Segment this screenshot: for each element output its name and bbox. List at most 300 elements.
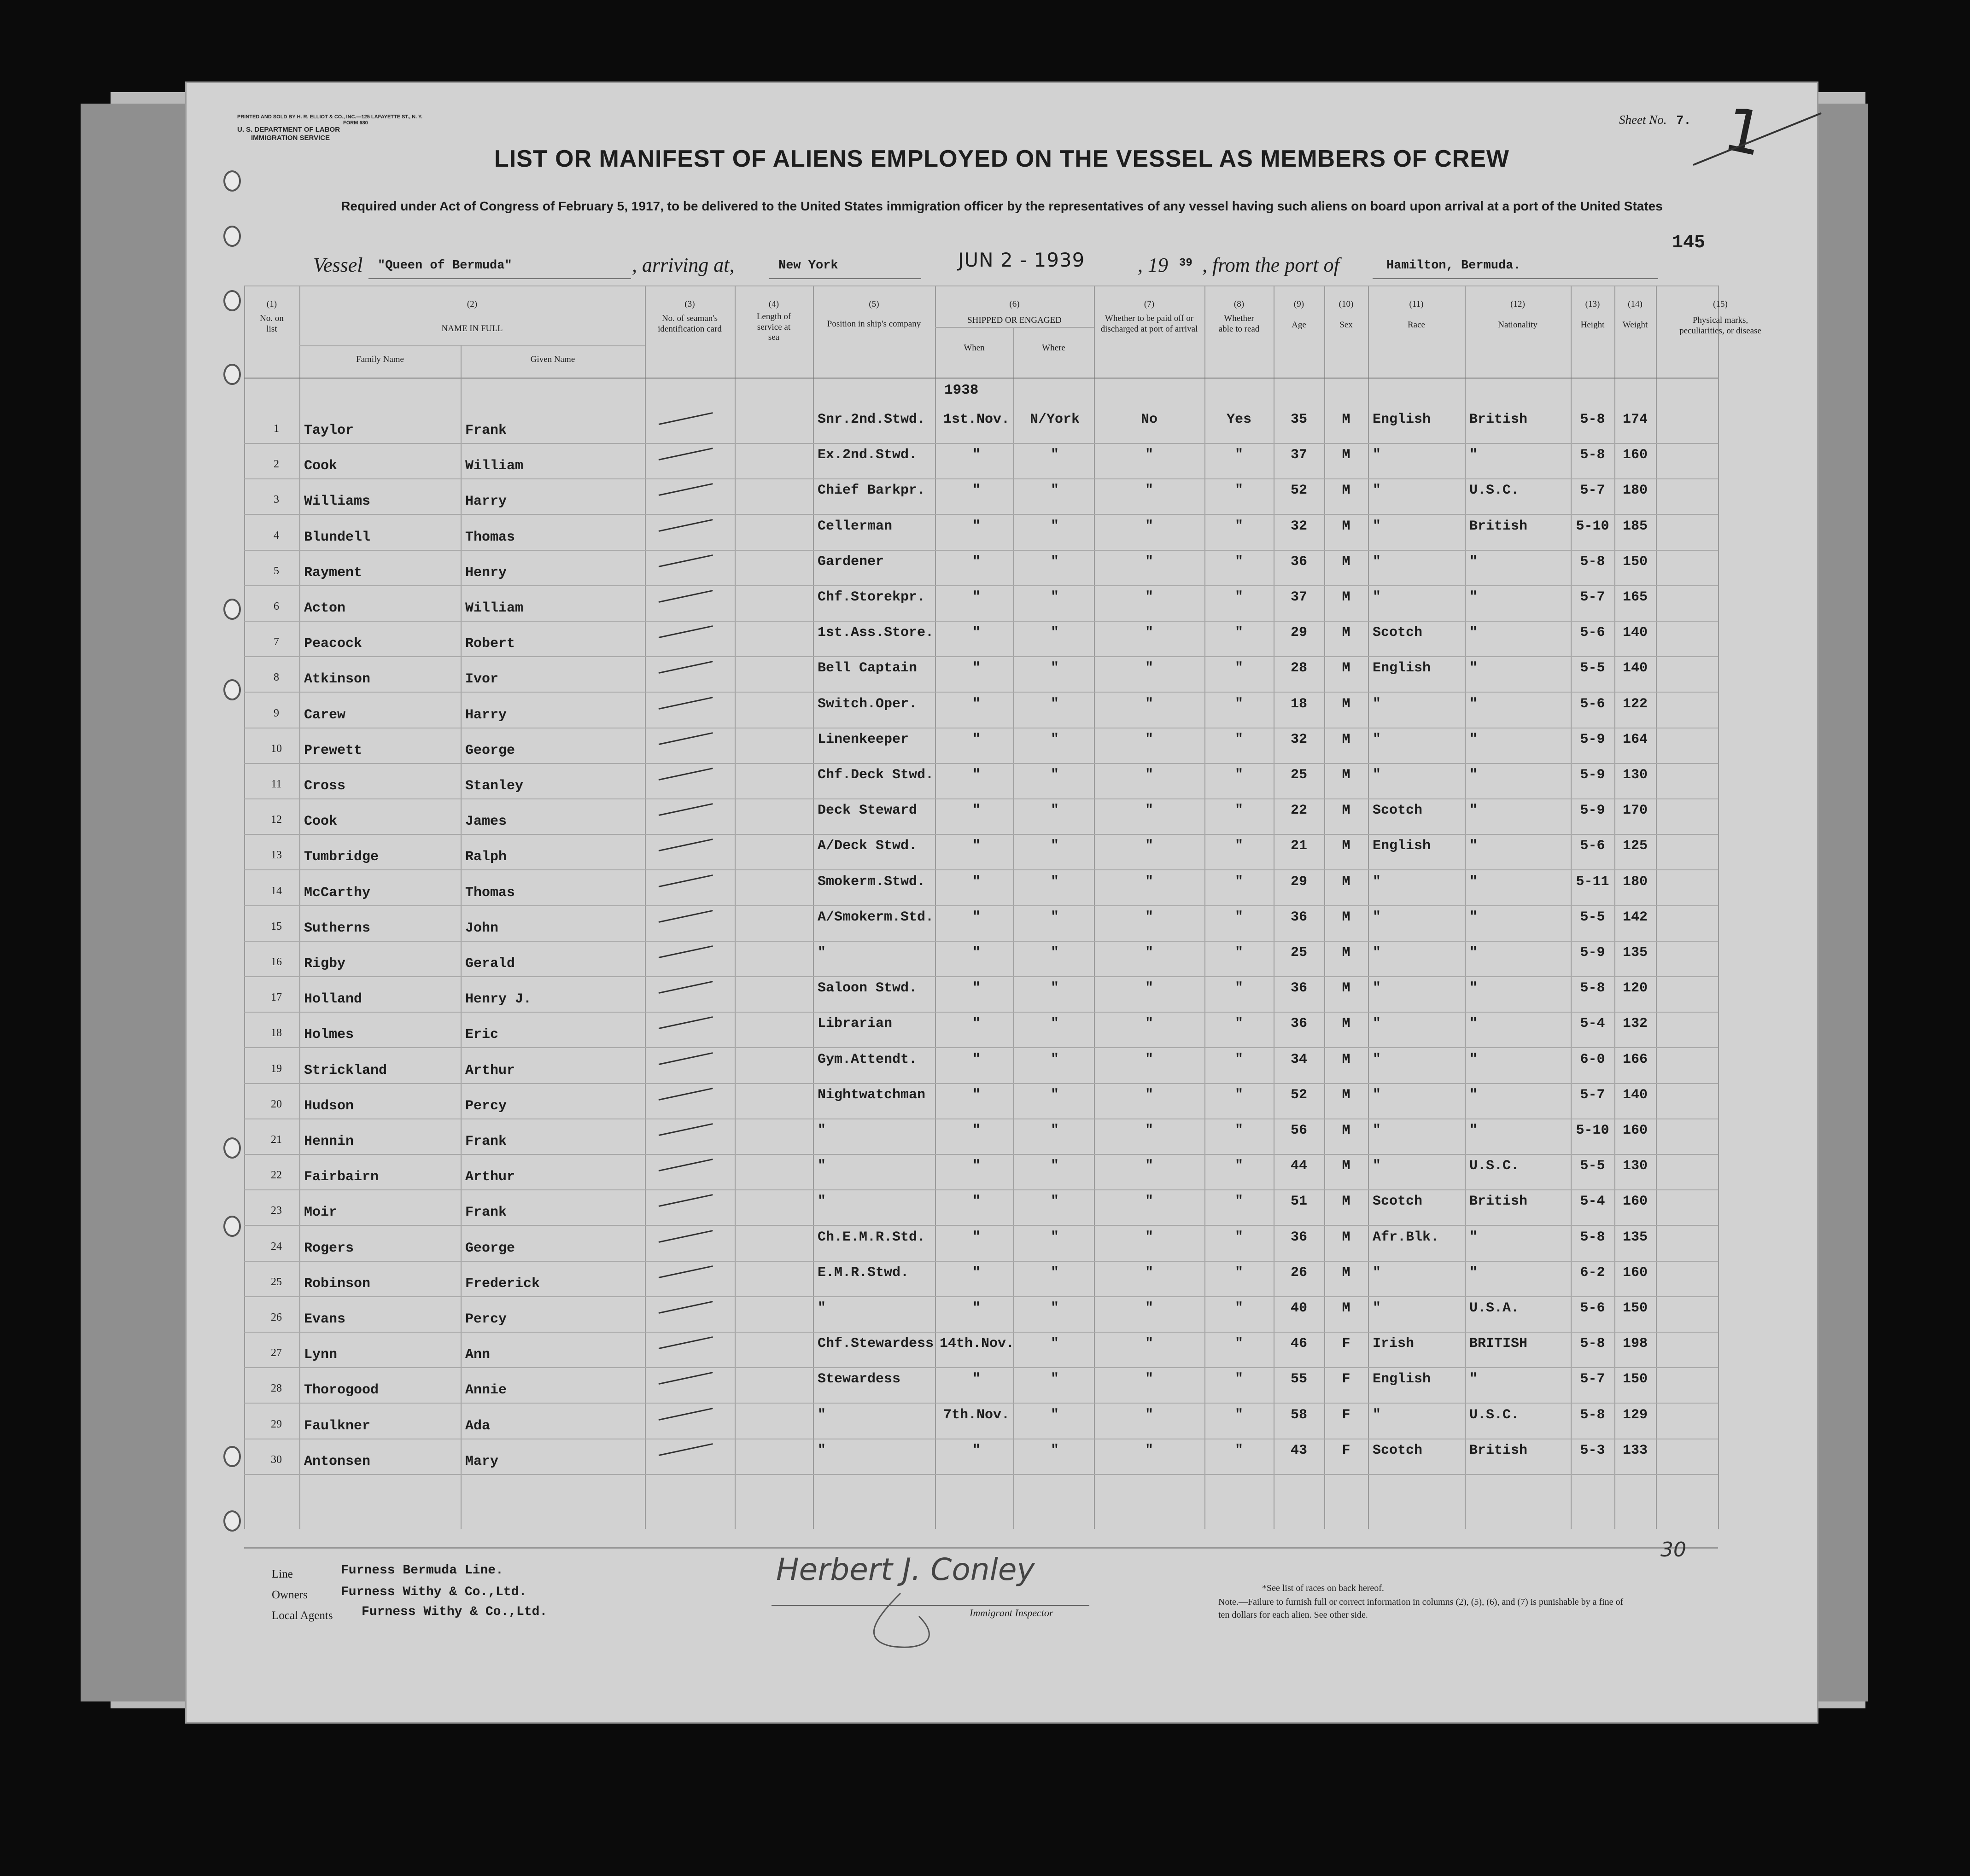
cell-height: 5-8 <box>1580 447 1605 463</box>
cell-nationality: " <box>1469 909 1478 925</box>
cell-when: " <box>972 1371 981 1387</box>
cell-read: " <box>1234 483 1243 499</box>
cell-family: Robinson <box>304 1276 371 1292</box>
sheet-no-value: 7. <box>1676 114 1691 128</box>
table-row <box>244 1334 1718 1369</box>
vessel-underline <box>368 278 631 279</box>
cell-age: 36 <box>1290 1229 1307 1245</box>
cell-no: 2 <box>274 458 279 471</box>
cell-read: " <box>1234 625 1243 641</box>
cell-race: " <box>1373 447 1381 463</box>
cell-read: " <box>1234 1264 1243 1281</box>
row-line <box>244 514 1718 515</box>
footer-owners-label: Owners <box>272 1589 308 1601</box>
cell-age: 35 <box>1290 412 1307 427</box>
cell-position: Chf.Deck Stwd. <box>818 767 934 783</box>
cell-race: English <box>1373 1371 1431 1387</box>
cell-sex: M <box>1342 660 1350 676</box>
cell-family: Acton <box>304 600 346 616</box>
cell-when: " <box>972 1123 981 1138</box>
cell-sex: M <box>1342 1229 1350 1245</box>
cell-race: " <box>1373 767 1381 783</box>
cell-read: " <box>1234 1194 1243 1210</box>
col9-label: Age <box>1292 320 1306 330</box>
cell-age: 32 <box>1290 731 1307 747</box>
col10-num: (10) <box>1339 299 1354 309</box>
cell-position: Deck Steward <box>818 803 918 819</box>
cell-height: 5-7 <box>1580 1371 1605 1387</box>
cell-race: " <box>1373 696 1381 712</box>
footer-note: Note.—Failure to furnish full or correct information in columns (2), (5), (6), and (7) is punishable by a fine of ten dollars for each alien. See other side. <box>1218 1597 1624 1620</box>
cell-where: " <box>1050 1264 1059 1281</box>
check-tick <box>659 1088 713 1101</box>
cell-weight: 122 <box>1622 696 1648 712</box>
col1-num: (1) <box>266 299 277 309</box>
cell-sex: M <box>1342 803 1350 819</box>
col-line <box>1718 285 1719 1529</box>
cell-when: 1st.Nov. <box>943 412 1010 427</box>
check-tick <box>659 910 713 923</box>
cell-given: Percy <box>465 1311 507 1327</box>
col6-header <box>935 299 1094 326</box>
cell-weight: 142 <box>1622 909 1648 925</box>
col9-header <box>1276 299 1322 331</box>
cell-age: 36 <box>1290 553 1307 570</box>
cell-no: 6 <box>274 600 279 612</box>
cell-weight: 164 <box>1622 731 1648 747</box>
row-line <box>244 1047 1718 1048</box>
cell-when: " <box>972 553 981 570</box>
cell-age: 44 <box>1290 1158 1307 1174</box>
col15-label: Physical marks, peculiarities, or disease <box>1679 315 1761 336</box>
cell-when: 7th.Nov. <box>943 1407 1010 1423</box>
row-line <box>244 834 1718 835</box>
cell-sex: M <box>1342 767 1350 783</box>
cell-race: English <box>1373 412 1431 427</box>
cell-nationality: " <box>1469 1123 1478 1138</box>
check-tick <box>659 1336 713 1349</box>
cell-paid: No <box>1140 412 1157 427</box>
cell-read: " <box>1234 589 1243 605</box>
col7-label: Whether to be paid off or discharged at port of arrival <box>1100 313 1198 334</box>
col11-label: Race <box>1408 320 1425 330</box>
cell-height: 5-8 <box>1580 1407 1605 1423</box>
cell-height: 5-6 <box>1580 1300 1605 1316</box>
punch-hole <box>223 226 241 247</box>
cell-given: George <box>465 1240 515 1256</box>
cell-height: 5-7 <box>1580 589 1605 605</box>
cell-family: Atkinson <box>304 671 371 687</box>
cell-read: " <box>1234 553 1243 570</box>
cell-read: " <box>1234 1407 1243 1423</box>
check-tick <box>659 625 713 638</box>
cell-position: " <box>818 1158 826 1174</box>
cell-where: " <box>1050 874 1059 890</box>
cell-height: 5-8 <box>1580 1336 1605 1352</box>
table-row <box>244 908 1718 943</box>
cell-sex: F <box>1342 1336 1350 1352</box>
cell-read: " <box>1234 945 1243 961</box>
col5-num: (5) <box>869 299 879 309</box>
cell-age: 34 <box>1290 1051 1307 1067</box>
cell-race: " <box>1373 1016 1381 1032</box>
col14-label: Weight <box>1622 320 1648 330</box>
cell-weight: 180 <box>1622 483 1648 499</box>
cell-position: A/Deck Stwd. <box>818 838 918 854</box>
inspector-label: Immigrant Inspector <box>970 1607 1053 1619</box>
cell-when: " <box>972 1051 981 1067</box>
cell-read: " <box>1234 1123 1243 1138</box>
footer-line-value: Furness Bermuda Line. <box>341 1563 503 1578</box>
cell-nationality: " <box>1469 696 1478 712</box>
punch-hole <box>223 1137 241 1159</box>
table-row <box>244 979 1718 1014</box>
cell-when: " <box>972 1300 981 1316</box>
cell-weight: 170 <box>1622 803 1648 819</box>
check-tick <box>659 483 713 496</box>
col10-label: Sex <box>1339 320 1353 330</box>
cell-read: " <box>1234 803 1243 819</box>
cell-no: 12 <box>271 814 282 826</box>
cell-when: " <box>972 660 981 676</box>
col4-label: Length of service at sea <box>756 311 791 343</box>
col8-num: (8) <box>1233 299 1245 309</box>
cell-height: 5-3 <box>1580 1442 1605 1458</box>
cell-nationality: " <box>1469 1264 1478 1281</box>
cell-no: 14 <box>271 885 282 897</box>
cell-race: " <box>1373 874 1381 890</box>
cell-given: Frank <box>465 1134 507 1149</box>
table-row <box>244 658 1718 693</box>
col1-label: No. on list <box>260 313 284 334</box>
cell-given: William <box>465 458 524 474</box>
cell-sex: F <box>1342 1442 1350 1458</box>
cell-nationality: " <box>1469 1229 1478 1245</box>
cell-height: 5-4 <box>1580 1194 1605 1210</box>
cell-no: 3 <box>274 494 279 506</box>
cell-read: " <box>1234 1051 1243 1067</box>
cell-paid: " <box>1145 696 1153 712</box>
from-underline <box>1373 278 1658 279</box>
punch-hole <box>223 1216 241 1237</box>
row-line <box>244 1154 1718 1155</box>
table-row <box>244 1228 1718 1263</box>
col6-num: (6) <box>1009 299 1020 309</box>
cell-family: Taylor <box>304 423 354 438</box>
cell-sex: M <box>1342 1158 1350 1174</box>
cell-where: " <box>1050 1087 1059 1103</box>
cell-read: " <box>1234 1158 1243 1174</box>
cell-race: " <box>1373 731 1381 747</box>
col5-label: Position in ship's company <box>827 319 921 329</box>
cell-where: " <box>1050 589 1059 605</box>
cell-position: Stewardess <box>818 1371 901 1387</box>
cell-position: A/Smokerm.Std. <box>818 909 934 925</box>
header-bottom-line <box>244 378 1718 379</box>
races-note: *See list of races on back hereof. <box>1262 1583 1384 1593</box>
cell-family: Rigby <box>304 956 346 972</box>
row-line <box>244 550 1718 551</box>
cell-race: Scotch <box>1373 1194 1423 1210</box>
cell-family: Thorogood <box>304 1382 379 1398</box>
cell-nationality: " <box>1469 1051 1478 1067</box>
cell-family: Cross <box>304 778 346 794</box>
cell-race: Afr.Blk. <box>1373 1229 1439 1245</box>
cell-no: 26 <box>271 1311 282 1323</box>
printer-imprint <box>237 114 422 142</box>
cell-sex: M <box>1342 980 1350 996</box>
cell-read: " <box>1234 1300 1243 1316</box>
vessel-value: "Queen of Bermuda" <box>378 259 512 273</box>
cell-read: Yes <box>1226 412 1251 427</box>
footer-agents-label: Local Agents <box>272 1609 333 1622</box>
cell-weight: 130 <box>1622 1158 1648 1174</box>
cell-position: " <box>818 1442 826 1458</box>
cell-where: " <box>1050 945 1059 961</box>
cell-height: 5-9 <box>1580 803 1605 819</box>
cell-no: 1 <box>274 423 279 435</box>
cell-given: Henry J. <box>465 991 532 1008</box>
cell-race: " <box>1373 1264 1381 1281</box>
cell-where: " <box>1050 1407 1059 1423</box>
cell-read: " <box>1234 731 1243 747</box>
cell-height: 5-7 <box>1580 483 1605 499</box>
cell-no: 27 <box>271 1347 282 1359</box>
cell-where: " <box>1050 625 1059 641</box>
cell-family: Hudson <box>304 1098 354 1114</box>
cell-age: 21 <box>1290 838 1307 854</box>
punch-hole <box>223 679 241 700</box>
cell-family: Tumbridge <box>304 849 379 865</box>
cell-read: " <box>1234 518 1243 534</box>
cell-no: 13 <box>271 849 282 862</box>
cell-read: " <box>1234 660 1243 676</box>
cell-family: Rayment <box>304 565 362 581</box>
check-tick <box>659 945 713 958</box>
cell-given: Arthur <box>465 1169 515 1185</box>
cell-position: " <box>818 1300 826 1316</box>
cell-age: 51 <box>1290 1194 1307 1210</box>
check-tick <box>659 803 713 816</box>
cell-weight: 120 <box>1622 980 1648 996</box>
cell-height: 5-4 <box>1580 1016 1605 1032</box>
cell-weight: 160 <box>1622 1264 1648 1281</box>
col8-label: Whether able to read <box>1218 313 1260 334</box>
cell-weight: 198 <box>1622 1336 1648 1352</box>
total-mark: 30 <box>1660 1538 1686 1561</box>
col12-label: Nationality <box>1498 320 1537 330</box>
check-tick <box>659 590 713 603</box>
col15-num: (15) <box>1713 299 1728 309</box>
cell-height: 5-11 <box>1576 874 1609 890</box>
cell-sex: M <box>1342 731 1350 747</box>
cell-when: " <box>972 803 981 819</box>
vessel-line <box>313 249 1723 285</box>
check-tick <box>659 1301 713 1314</box>
cell-position: Ex.2nd.Stwd. <box>818 447 918 463</box>
cell-position: Cellerman <box>818 518 893 534</box>
cell-age: 25 <box>1290 767 1307 783</box>
cell-family: Peacock <box>304 636 362 652</box>
cell-given: William <box>465 600 524 616</box>
cell-age: 43 <box>1290 1442 1307 1458</box>
cell-sex: M <box>1342 696 1350 712</box>
cell-nationality: U.S.C. <box>1469 483 1520 499</box>
cell-when: " <box>972 447 981 463</box>
cell-race: English <box>1373 838 1431 854</box>
cell-family: Cook <box>304 814 338 830</box>
check-tick <box>659 554 713 567</box>
cell-sex: M <box>1342 1300 1350 1316</box>
row-line <box>244 1474 1718 1475</box>
col13-label: Height <box>1580 320 1605 330</box>
row-line <box>244 692 1718 693</box>
cell-paid: " <box>1145 1051 1153 1067</box>
cell-race: " <box>1373 909 1381 925</box>
cell-when: " <box>972 767 981 783</box>
row-line <box>244 585 1718 586</box>
arriving-underline <box>769 278 921 279</box>
cell-read: " <box>1234 980 1243 996</box>
col8-header <box>1207 299 1271 334</box>
col7-header <box>1096 299 1202 334</box>
cell-position: Snr.2nd.Stwd. <box>818 412 926 427</box>
cell-when: " <box>972 483 981 499</box>
cell-given: Thomas <box>465 529 515 545</box>
table-row <box>244 1014 1718 1049</box>
cell-sex: M <box>1342 589 1350 605</box>
cell-where: " <box>1050 1442 1059 1458</box>
cell-position: " <box>818 1407 826 1423</box>
cell-paid: " <box>1145 1264 1153 1281</box>
cell-height: 6-0 <box>1580 1051 1605 1067</box>
row-line <box>244 443 1718 444</box>
cell-given: Ann <box>465 1347 491 1363</box>
cell-no: 20 <box>271 1098 282 1110</box>
cell-position: Librarian <box>818 1016 893 1032</box>
row-line <box>244 869 1718 870</box>
col3-header <box>647 299 732 334</box>
cell-paid: " <box>1145 945 1153 961</box>
from-label: , from the port of <box>1202 254 1339 276</box>
cell-where: " <box>1050 803 1059 819</box>
cell-weight: 140 <box>1622 625 1648 641</box>
col4-header <box>737 299 811 343</box>
cell-paid: " <box>1145 874 1153 890</box>
col13-num: (13) <box>1585 299 1600 309</box>
table-row <box>244 481 1718 516</box>
row-line <box>244 1012 1718 1013</box>
footer-agents-value: Furness Withy & Co.,Ltd. <box>362 1605 548 1619</box>
cell-race: Scotch <box>1373 1442 1423 1458</box>
cell-age: 32 <box>1290 518 1307 534</box>
table-row <box>244 1441 1718 1476</box>
cell-age: 25 <box>1290 945 1307 961</box>
cell-read: " <box>1234 1229 1243 1245</box>
cell-family: Lynn <box>304 1347 338 1363</box>
cell-weight: 160 <box>1622 1123 1648 1138</box>
cell-sex: M <box>1342 945 1350 961</box>
cell-position: " <box>818 945 826 961</box>
cell-nationality: British <box>1469 1194 1528 1210</box>
printer-line-2: FORM 680 <box>343 120 368 126</box>
cell-sex: M <box>1342 483 1350 499</box>
cell-weight: 135 <box>1622 1229 1648 1245</box>
cell-weight: 125 <box>1622 838 1648 854</box>
check-tick <box>659 448 713 460</box>
col15-header <box>1658 299 1783 336</box>
cell-weight: 130 <box>1622 767 1648 783</box>
cell-nationality: " <box>1469 838 1478 854</box>
cell-height: 5-6 <box>1580 838 1605 854</box>
cell-position: Switch.Oper. <box>818 696 918 712</box>
col2-label: NAME IN FULL <box>441 323 503 333</box>
row-line <box>244 905 1718 906</box>
col2-num: (2) <box>467 299 478 309</box>
cell-nationality: " <box>1469 1371 1478 1387</box>
cell-when: " <box>972 909 981 925</box>
cell-family: Carew <box>304 707 346 723</box>
cell-sex: M <box>1342 1194 1350 1210</box>
cell-where: " <box>1050 483 1059 499</box>
cell-when: " <box>972 874 981 890</box>
from-value: Hamilton, Bermuda. <box>1386 259 1521 273</box>
cell-position: " <box>818 1194 826 1210</box>
cell-nationality: British <box>1469 1442 1528 1458</box>
cell-given: Annie <box>465 1382 507 1398</box>
cell-race: " <box>1373 483 1381 499</box>
cell-nationality: BRITISH <box>1469 1336 1528 1352</box>
cell-weight: 160 <box>1622 1194 1648 1210</box>
row-line <box>244 1261 1718 1262</box>
cell-paid: " <box>1145 1229 1153 1245</box>
cell-height: 5-5 <box>1580 1158 1605 1174</box>
cell-age: 36 <box>1290 1016 1307 1032</box>
table-row <box>244 588 1718 623</box>
cell-given: Frank <box>465 423 507 438</box>
cell-no: 4 <box>274 529 279 542</box>
row-line <box>244 1296 1718 1297</box>
cell-where: " <box>1050 1051 1059 1067</box>
cell-paid: " <box>1145 589 1153 605</box>
check-tick <box>659 412 713 425</box>
cell-age: 22 <box>1290 803 1307 819</box>
cell-paid: " <box>1145 1336 1153 1352</box>
row-line <box>244 1225 1718 1226</box>
cell-where: " <box>1050 553 1059 570</box>
cell-position: E.M.R.Stwd. <box>818 1264 909 1281</box>
cell-race: Irish <box>1373 1336 1415 1352</box>
table-row <box>244 1369 1718 1404</box>
cell-age: 18 <box>1290 696 1307 712</box>
vessel-label: Vessel <box>313 254 363 276</box>
sheet-no-label: Sheet No. <box>1619 113 1667 127</box>
cell-race: Scotch <box>1373 803 1423 819</box>
arriving-value: New York <box>778 259 838 273</box>
punch-hole <box>223 1510 241 1532</box>
cell-nationality: British <box>1469 412 1528 427</box>
cell-nationality: " <box>1469 447 1478 463</box>
cell-race: " <box>1373 1407 1381 1423</box>
cell-where: " <box>1050 1336 1059 1352</box>
cell-height: 6-2 <box>1580 1264 1605 1281</box>
cell-given: Percy <box>465 1098 507 1114</box>
cell-read: " <box>1234 874 1243 890</box>
cell-where: " <box>1050 731 1059 747</box>
cell-position: 1st.Ass.Store. <box>818 625 934 641</box>
cell-paid: " <box>1145 1371 1153 1387</box>
cell-read: " <box>1234 838 1243 854</box>
